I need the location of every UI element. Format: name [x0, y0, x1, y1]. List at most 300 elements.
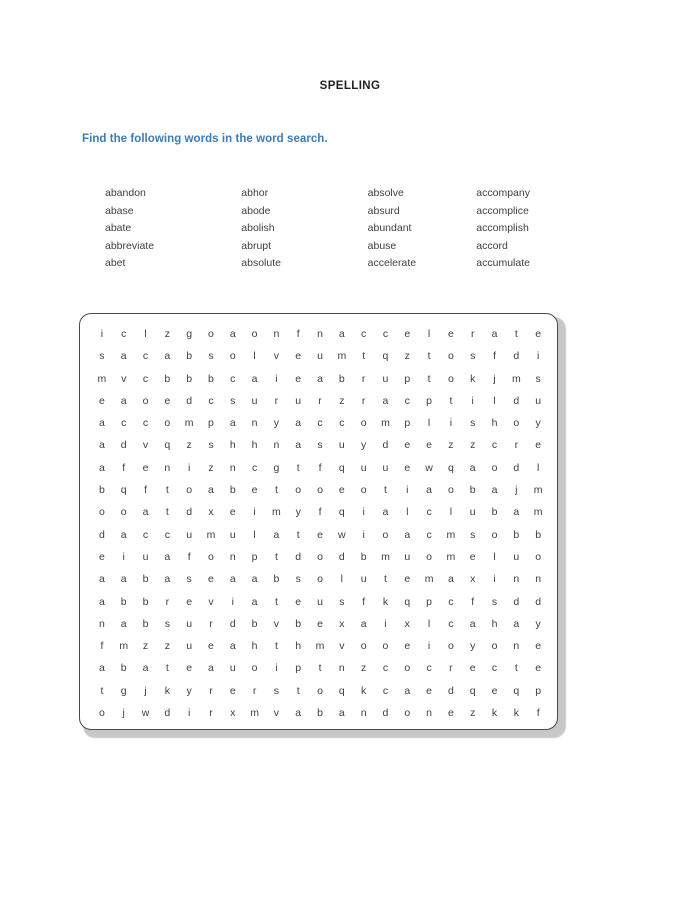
grid-letter-cell[interactable]: o — [447, 484, 454, 497]
grid-letter-cell[interactable]: l — [493, 394, 496, 407]
grid-letter-cell[interactable]: s — [491, 595, 498, 608]
grid-letter-cell[interactable]: z — [470, 439, 476, 452]
grid-letter-cell[interactable]: b — [295, 617, 302, 630]
grid-letter-cell[interactable]: o — [382, 528, 389, 541]
grid-letter-cell[interactable]: r — [209, 707, 213, 720]
grid-letter-cell[interactable]: r — [361, 394, 366, 407]
grid-letter-cell[interactable]: f — [144, 484, 147, 497]
grid-letter-cell[interactable]: m — [119, 640, 129, 653]
grid-letter-cell[interactable]: c — [164, 528, 170, 541]
grid-letter-cell[interactable]: o — [360, 417, 367, 430]
grid-letter-cell[interactable]: n — [229, 550, 236, 563]
grid-letter-cell[interactable]: a — [229, 573, 236, 586]
grid-letter-cell[interactable]: d — [229, 617, 236, 630]
grid-letter-cell[interactable]: r — [470, 328, 475, 340]
grid-letter-cell[interactable]: c — [448, 617, 454, 630]
grid-letter-cell[interactable]: b — [229, 484, 236, 497]
grid-letter-cell[interactable]: o — [447, 372, 454, 385]
grid-letter-cell[interactable]: e — [447, 328, 454, 340]
grid-letter-cell[interactable]: y — [361, 439, 367, 452]
grid-letter-cell[interactable]: a — [120, 617, 127, 630]
grid-letter-cell[interactable]: o — [208, 328, 214, 340]
grid-letter-cell[interactable]: i — [187, 461, 191, 474]
grid-letter-cell[interactable]: u — [295, 394, 302, 407]
grid-letter-cell[interactable]: z — [448, 439, 454, 452]
grid-letter-cell[interactable]: o — [317, 573, 323, 586]
grid-letter-cell[interactable]: c — [142, 350, 149, 363]
grid-letter-cell[interactable]: f — [318, 506, 322, 519]
grid-letter-cell[interactable]: b — [491, 506, 498, 519]
grid-letter-cell[interactable]: a — [273, 528, 280, 541]
grid-letter-cell[interactable]: t — [296, 684, 300, 697]
grid-letter-cell[interactable]: a — [164, 573, 171, 586]
grid-letter-cell[interactable]: h — [229, 439, 236, 452]
grid-letter-cell[interactable]: u — [317, 595, 323, 608]
grid-letter-cell[interactable]: s — [339, 595, 345, 608]
grid-letter-cell[interactable]: o — [447, 640, 454, 653]
grid-letter-cell[interactable]: m — [511, 372, 521, 385]
grid-letter-cell[interactable]: v — [273, 707, 280, 720]
grid-letter-cell[interactable]: o — [491, 528, 498, 541]
grid-letter-cell[interactable]: d — [535, 595, 542, 608]
grid-letter-cell[interactable]: u — [317, 350, 323, 363]
grid-letter-cell[interactable]: i — [100, 328, 104, 340]
grid-letter-cell[interactable]: v — [142, 439, 149, 452]
grid-letter-cell[interactable]: e — [229, 684, 236, 697]
grid-letter-cell[interactable]: a — [469, 617, 476, 630]
grid-letter-cell[interactable]: m — [533, 484, 543, 497]
grid-letter-cell[interactable]: q — [120, 484, 127, 497]
grid-letter-cell[interactable]: e — [426, 439, 433, 452]
grid-letter-cell[interactable]: u — [186, 528, 193, 541]
grid-letter-cell[interactable]: p — [404, 417, 411, 430]
grid-letter-cell[interactable]: i — [122, 550, 125, 563]
grid-letter-cell[interactable]: m — [337, 350, 347, 363]
grid-letter-cell[interactable]: t — [274, 484, 278, 497]
grid-letter-cell[interactable]: l — [340, 573, 344, 586]
grid-letter-cell[interactable]: t — [427, 372, 431, 385]
grid-letter-cell[interactable]: u — [360, 461, 367, 474]
grid-letter-cell[interactable]: q — [404, 595, 411, 608]
grid-letter-cell[interactable]: t — [165, 662, 169, 675]
grid-letter-cell[interactable]: l — [427, 617, 431, 630]
grid-letter-cell[interactable]: b — [120, 595, 127, 608]
grid-letter-cell[interactable]: u — [338, 439, 345, 452]
grid-letter-cell[interactable]: e — [338, 484, 345, 497]
grid-letter-cell[interactable]: r — [274, 394, 279, 407]
grid-letter-cell[interactable]: z — [339, 394, 345, 407]
grid-letter-cell[interactable]: l — [493, 550, 496, 563]
grid-letter-cell[interactable]: x — [339, 617, 345, 630]
grid-letter-cell[interactable]: w — [338, 528, 346, 541]
grid-letter-cell[interactable]: o — [535, 550, 542, 563]
grid-letter-cell[interactable]: e — [404, 640, 411, 653]
grid-letter-cell[interactable]: o — [98, 506, 105, 519]
grid-letter-cell[interactable]: m — [446, 550, 456, 563]
grid-letter-cell[interactable]: e — [404, 573, 411, 586]
grid-letter-cell[interactable]: p — [208, 417, 214, 430]
grid-letter-cell[interactable]: a — [251, 573, 258, 586]
grid-letter-cell[interactable]: b — [208, 372, 214, 385]
grid-letter-cell[interactable]: y — [273, 417, 280, 430]
grid-letter-cell[interactable]: w — [141, 707, 150, 720]
grid-letter-cell[interactable]: k — [491, 707, 498, 720]
grid-letter-cell[interactable]: b — [251, 617, 258, 630]
grid-letter-cell[interactable]: l — [406, 506, 409, 519]
grid-letter-cell[interactable]: e — [404, 328, 411, 340]
grid-letter-cell[interactable]: u — [382, 372, 389, 385]
grid-letter-cell[interactable]: c — [142, 417, 149, 430]
grid-letter-cell[interactable]: f — [187, 550, 191, 563]
grid-letter-cell[interactable]: v — [339, 640, 345, 653]
grid-letter-cell[interactable]: s — [470, 350, 476, 363]
grid-letter-cell[interactable]: c — [448, 595, 454, 608]
grid-letter-cell[interactable]: o — [186, 484, 193, 497]
grid-letter-cell[interactable]: a — [382, 394, 389, 407]
grid-letter-cell[interactable]: e — [251, 484, 258, 497]
grid-letter-cell[interactable]: a — [98, 595, 105, 608]
grid-letter-cell[interactable]: e — [535, 662, 542, 675]
grid-letter-cell[interactable]: q — [338, 461, 345, 474]
grid-letter-cell[interactable]: g — [273, 461, 280, 474]
grid-letter-cell[interactable]: i — [536, 350, 540, 363]
grid-letter-cell[interactable]: o — [426, 550, 433, 563]
grid-letter-cell[interactable]: t — [165, 506, 169, 519]
grid-letter-cell[interactable]: e — [535, 439, 542, 452]
grid-letter-cell[interactable]: y — [470, 640, 476, 653]
grid-letter-cell[interactable]: b — [142, 573, 149, 586]
grid-letter-cell[interactable]: o — [317, 684, 323, 697]
grid-letter-cell[interactable]: s — [164, 617, 170, 630]
grid-letter-cell[interactable]: r — [252, 684, 257, 697]
grid-letter-cell[interactable]: e — [208, 573, 214, 586]
grid-letter-cell[interactable]: j — [122, 707, 125, 720]
grid-letter-cell[interactable]: r — [514, 439, 519, 452]
grid-letter-cell[interactable]: c — [382, 328, 389, 340]
grid-letter-cell[interactable]: a — [120, 350, 127, 363]
grid-letter-cell[interactable]: t — [318, 662, 322, 675]
grid-letter-cell[interactable]: b — [142, 617, 149, 630]
grid-letter-cell[interactable]: c — [361, 328, 367, 340]
grid-letter-cell[interactable]: a — [208, 484, 214, 497]
grid-letter-cell[interactable]: o — [295, 484, 302, 497]
grid-letter-cell[interactable]: k — [513, 707, 519, 720]
grid-letter-cell[interactable]: c — [491, 439, 498, 452]
grid-letter-cell[interactable]: t — [274, 550, 278, 563]
grid-letter-cell[interactable]: q — [382, 350, 389, 363]
grid-letter-cell[interactable]: n — [513, 640, 520, 653]
grid-letter-cell[interactable]: e — [186, 595, 193, 608]
grid-letter-cell[interactable]: t — [384, 573, 387, 586]
grid-letter-cell[interactable]: m — [315, 640, 325, 653]
grid-letter-cell[interactable]: i — [449, 417, 453, 430]
grid-letter-cell[interactable]: a — [120, 394, 127, 407]
grid-letter-cell[interactable]: u — [142, 550, 149, 563]
grid-letter-cell[interactable]: l — [427, 328, 431, 340]
grid-letter-cell[interactable]: a — [251, 372, 258, 385]
grid-letter-cell[interactable]: f — [122, 461, 126, 474]
grid-letter-cell[interactable]: t — [449, 394, 453, 407]
grid-letter-cell[interactable]: f — [362, 595, 366, 608]
grid-letter-cell[interactable]: f — [471, 595, 475, 608]
grid-letter-cell[interactable]: d — [513, 595, 520, 608]
grid-letter-cell[interactable]: n — [98, 617, 105, 630]
grid-letter-cell[interactable]: j — [144, 684, 147, 697]
grid-letter-cell[interactable]: l — [449, 506, 453, 519]
grid-letter-cell[interactable]: e — [317, 528, 323, 541]
grid-letter-cell[interactable]: r — [209, 617, 213, 630]
grid-letter-cell[interactable]: r — [209, 684, 213, 697]
grid-letter-cell[interactable]: f — [493, 350, 496, 363]
grid-letter-cell[interactable]: j — [493, 372, 496, 385]
grid-letter-cell[interactable]: a — [513, 506, 520, 519]
grid-letter-cell[interactable]: p — [426, 394, 433, 407]
grid-letter-cell[interactable]: w — [425, 461, 433, 474]
grid-letter-cell[interactable]: a — [491, 484, 498, 497]
grid-letter-cell[interactable]: a — [513, 617, 520, 630]
grid-letter-cell[interactable]: a — [251, 595, 258, 608]
grid-letter-cell[interactable]: d — [513, 350, 520, 363]
grid-letter-cell[interactable]: g — [186, 328, 193, 340]
grid-letter-cell[interactable]: o — [447, 350, 454, 363]
grid-letter-cell[interactable]: n — [535, 573, 542, 586]
grid-letter-cell[interactable]: b — [338, 372, 345, 385]
grid-letter-cell[interactable]: a — [382, 506, 389, 519]
grid-letter-cell[interactable]: m — [381, 417, 390, 430]
grid-letter-cell[interactable]: i — [471, 394, 474, 407]
grid-letter-cell[interactable]: i — [493, 573, 496, 586]
grid-letter-cell[interactable]: a — [338, 328, 345, 340]
grid-letter-cell[interactable]: e — [491, 684, 498, 697]
grid-letter-cell[interactable]: u — [360, 573, 367, 586]
grid-letter-cell[interactable]: b — [513, 528, 520, 541]
grid-letter-cell[interactable]: e — [208, 640, 214, 653]
grid-letter-cell[interactable]: f — [100, 640, 104, 653]
grid-letter-cell[interactable]: s — [186, 573, 192, 586]
grid-letter-cell[interactable]: r — [449, 662, 453, 675]
grid-letter-cell[interactable]: d — [447, 684, 454, 697]
grid-letter-cell[interactable]: r — [318, 394, 322, 407]
grid-letter-cell[interactable]: p — [404, 372, 411, 385]
grid-letter-cell[interactable]: c — [426, 528, 432, 541]
grid-letter-cell[interactable]: d — [164, 707, 171, 720]
grid-letter-cell[interactable]: e — [404, 461, 411, 474]
grid-letter-cell[interactable]: z — [186, 439, 192, 452]
grid-letter-cell[interactable]: m — [250, 707, 259, 720]
grid-letter-cell[interactable]: l — [253, 528, 256, 541]
grid-letter-cell[interactable]: i — [253, 506, 256, 519]
grid-letter-cell[interactable]: a — [404, 684, 411, 697]
grid-letter-cell[interactable]: a — [120, 573, 127, 586]
grid-letter-cell[interactable]: c — [230, 372, 236, 385]
grid-letter-cell[interactable]: z — [470, 707, 476, 720]
grid-letter-cell[interactable]: z — [361, 662, 367, 675]
grid-letter-cell[interactable]: c — [339, 417, 345, 430]
grid-letter-cell[interactable]: l — [427, 417, 431, 430]
grid-letter-cell[interactable]: u — [251, 394, 258, 407]
grid-letter-cell[interactable]: t — [514, 328, 518, 340]
grid-letter-cell[interactable]: m — [184, 417, 194, 430]
grid-letter-cell[interactable]: e — [404, 439, 411, 452]
grid-letter-cell[interactable]: n — [513, 573, 520, 586]
grid-letter-cell[interactable]: k — [361, 684, 367, 697]
grid-letter-cell[interactable]: d — [382, 439, 389, 452]
grid-letter-cell[interactable]: t — [100, 684, 104, 697]
grid-letter-cell[interactable]: o — [208, 550, 214, 563]
grid-letter-cell[interactable]: u — [382, 461, 389, 474]
grid-letter-cell[interactable]: a — [164, 550, 171, 563]
grid-letter-cell[interactable]: n — [229, 461, 236, 474]
grid-letter-cell[interactable]: m — [446, 528, 456, 541]
grid-letter-cell[interactable]: s — [208, 350, 214, 363]
grid-letter-cell[interactable]: a — [208, 662, 214, 675]
grid-letter-cell[interactable]: z — [208, 461, 214, 474]
grid-letter-cell[interactable]: e — [295, 595, 302, 608]
grid-letter-cell[interactable]: o — [404, 707, 411, 720]
grid-letter-cell[interactable]: a — [229, 328, 236, 340]
grid-letter-cell[interactable]: i — [275, 662, 278, 675]
grid-letter-cell[interactable]: m — [533, 506, 543, 519]
grid-letter-cell[interactable]: m — [381, 550, 390, 563]
grid-letter-cell[interactable]: e — [229, 506, 236, 519]
grid-letter-cell[interactable]: c — [208, 394, 214, 407]
grid-letter-cell[interactable]: f — [296, 328, 300, 340]
grid-letter-cell[interactable]: d — [513, 461, 520, 474]
grid-letter-cell[interactable]: a — [469, 461, 476, 474]
grid-letter-cell[interactable]: o — [164, 417, 171, 430]
grid-letter-cell[interactable]: i — [384, 617, 387, 630]
grid-letter-cell[interactable]: b — [535, 528, 542, 541]
grid-letter-cell[interactable]: a — [229, 417, 236, 430]
grid-letter-cell[interactable]: o — [251, 662, 258, 675]
grid-letter-cell[interactable]: e — [469, 550, 476, 563]
grid-letter-cell[interactable]: a — [491, 328, 498, 340]
grid-letter-cell[interactable]: i — [406, 484, 409, 497]
grid-letter-cell[interactable]: e — [535, 328, 542, 340]
grid-letter-cell[interactable]: e — [295, 372, 302, 385]
grid-letter-cell[interactable]: z — [404, 350, 410, 363]
grid-letter-cell[interactable]: n — [273, 439, 280, 452]
grid-letter-cell[interactable]: b — [317, 707, 323, 720]
grid-letter-cell[interactable]: s — [273, 684, 280, 697]
grid-letter-cell[interactable]: p — [251, 550, 258, 563]
grid-letter-cell[interactable]: v — [273, 350, 280, 363]
grid-letter-cell[interactable]: e — [186, 662, 193, 675]
grid-letter-cell[interactable]: v — [208, 595, 214, 608]
grid-letter-cell[interactable]: d — [120, 439, 127, 452]
grid-letter-cell[interactable]: a — [98, 417, 105, 430]
grid-letter-cell[interactable]: e — [426, 684, 433, 697]
grid-letter-cell[interactable]: u — [513, 550, 520, 563]
grid-letter-cell[interactable]: u — [469, 506, 476, 519]
grid-letter-cell[interactable]: q — [164, 439, 171, 452]
grid-letter-cell[interactable]: f — [318, 461, 322, 474]
grid-letter-cell[interactable]: p — [295, 662, 302, 675]
grid-letter-cell[interactable]: f — [536, 707, 540, 720]
grid-letter-cell[interactable]: m — [424, 573, 434, 586]
grid-letter-cell[interactable]: c — [426, 662, 432, 675]
grid-letter-cell[interactable]: o — [360, 484, 367, 497]
grid-letter-cell[interactable]: a — [295, 439, 302, 452]
grid-letter-cell[interactable]: a — [447, 573, 454, 586]
grid-letter-cell[interactable]: b — [142, 595, 149, 608]
grid-letter-cell[interactable]: i — [362, 528, 365, 541]
grid-letter-cell[interactable]: s — [470, 528, 476, 541]
grid-letter-cell[interactable]: q — [513, 684, 520, 697]
grid-letter-cell[interactable]: e — [295, 350, 302, 363]
grid-letter-cell[interactable]: q — [338, 684, 345, 697]
grid-letter-cell[interactable]: d — [98, 528, 105, 541]
grid-letter-cell[interactable]: z — [164, 640, 170, 653]
grid-letter-cell[interactable]: d — [338, 550, 345, 563]
grid-letter-cell[interactable]: u — [404, 550, 411, 563]
grid-letter-cell[interactable]: a — [317, 372, 323, 385]
grid-letter-cell[interactable]: b — [273, 573, 280, 586]
grid-letter-cell[interactable]: u — [229, 528, 236, 541]
grid-letter-cell[interactable]: e — [164, 394, 171, 407]
grid-letter-cell[interactable]: r — [361, 372, 366, 385]
grid-letter-cell[interactable]: a — [98, 461, 105, 474]
grid-letter-cell[interactable]: y — [186, 684, 192, 697]
grid-letter-cell[interactable]: d — [295, 550, 302, 563]
grid-letter-cell[interactable]: y — [535, 417, 541, 430]
grid-letter-cell[interactable]: y — [535, 617, 541, 630]
grid-letter-cell[interactable]: b — [469, 484, 476, 497]
grid-letter-cell[interactable]: e — [469, 662, 476, 675]
grid-letter-cell[interactable]: t — [362, 350, 366, 363]
grid-letter-cell[interactable]: a — [142, 662, 149, 675]
grid-letter-cell[interactable]: h — [251, 439, 258, 452]
grid-letter-cell[interactable]: a — [360, 617, 367, 630]
grid-letter-cell[interactable]: e — [98, 394, 105, 407]
grid-letter-cell[interactable]: n — [317, 328, 323, 340]
grid-letter-cell[interactable]: q — [338, 506, 345, 519]
grid-letter-cell[interactable]: e — [317, 617, 323, 630]
grid-letter-cell[interactable]: h — [491, 617, 498, 630]
grid-letter-cell[interactable]: a — [120, 528, 127, 541]
grid-letter-cell[interactable]: s — [99, 350, 105, 363]
grid-letter-cell[interactable]: a — [142, 506, 149, 519]
grid-letter-cell[interactable]: s — [317, 439, 323, 452]
grid-letter-cell[interactable]: n — [273, 328, 280, 340]
grid-letter-cell[interactable]: t — [296, 528, 300, 541]
grid-letter-cell[interactable]: e — [98, 550, 105, 563]
grid-letter-cell[interactable]: q — [447, 461, 454, 474]
grid-letter-cell[interactable]: a — [98, 573, 105, 586]
grid-letter-cell[interactable]: r — [165, 595, 170, 608]
grid-letter-cell[interactable]: t — [274, 640, 278, 653]
grid-letter-cell[interactable]: o — [317, 484, 323, 497]
grid-letter-cell[interactable]: e — [535, 640, 542, 653]
grid-letter-cell[interactable]: a — [98, 439, 105, 452]
grid-letter-cell[interactable]: i — [427, 640, 431, 653]
grid-letter-cell[interactable]: m — [97, 372, 107, 385]
grid-letter-cell[interactable]: c — [251, 461, 258, 474]
grid-letter-cell[interactable]: d — [382, 707, 389, 720]
grid-letter-cell[interactable]: d — [513, 394, 520, 407]
grid-letter-cell[interactable]: t — [165, 484, 169, 497]
grid-letter-cell[interactable]: n — [426, 707, 433, 720]
grid-letter-cell[interactable]: s — [470, 417, 476, 430]
grid-letter-cell[interactable]: o — [491, 461, 498, 474]
grid-letter-cell[interactable]: v — [273, 617, 280, 630]
grid-letter-cell[interactable]: c — [121, 328, 127, 340]
grid-letter-cell[interactable]: b — [186, 350, 193, 363]
grid-letter-cell[interactable]: a — [98, 662, 105, 675]
grid-letter-cell[interactable]: t — [514, 662, 518, 675]
grid-letter-cell[interactable]: a — [229, 640, 236, 653]
grid-letter-cell[interactable]: l — [253, 350, 256, 363]
